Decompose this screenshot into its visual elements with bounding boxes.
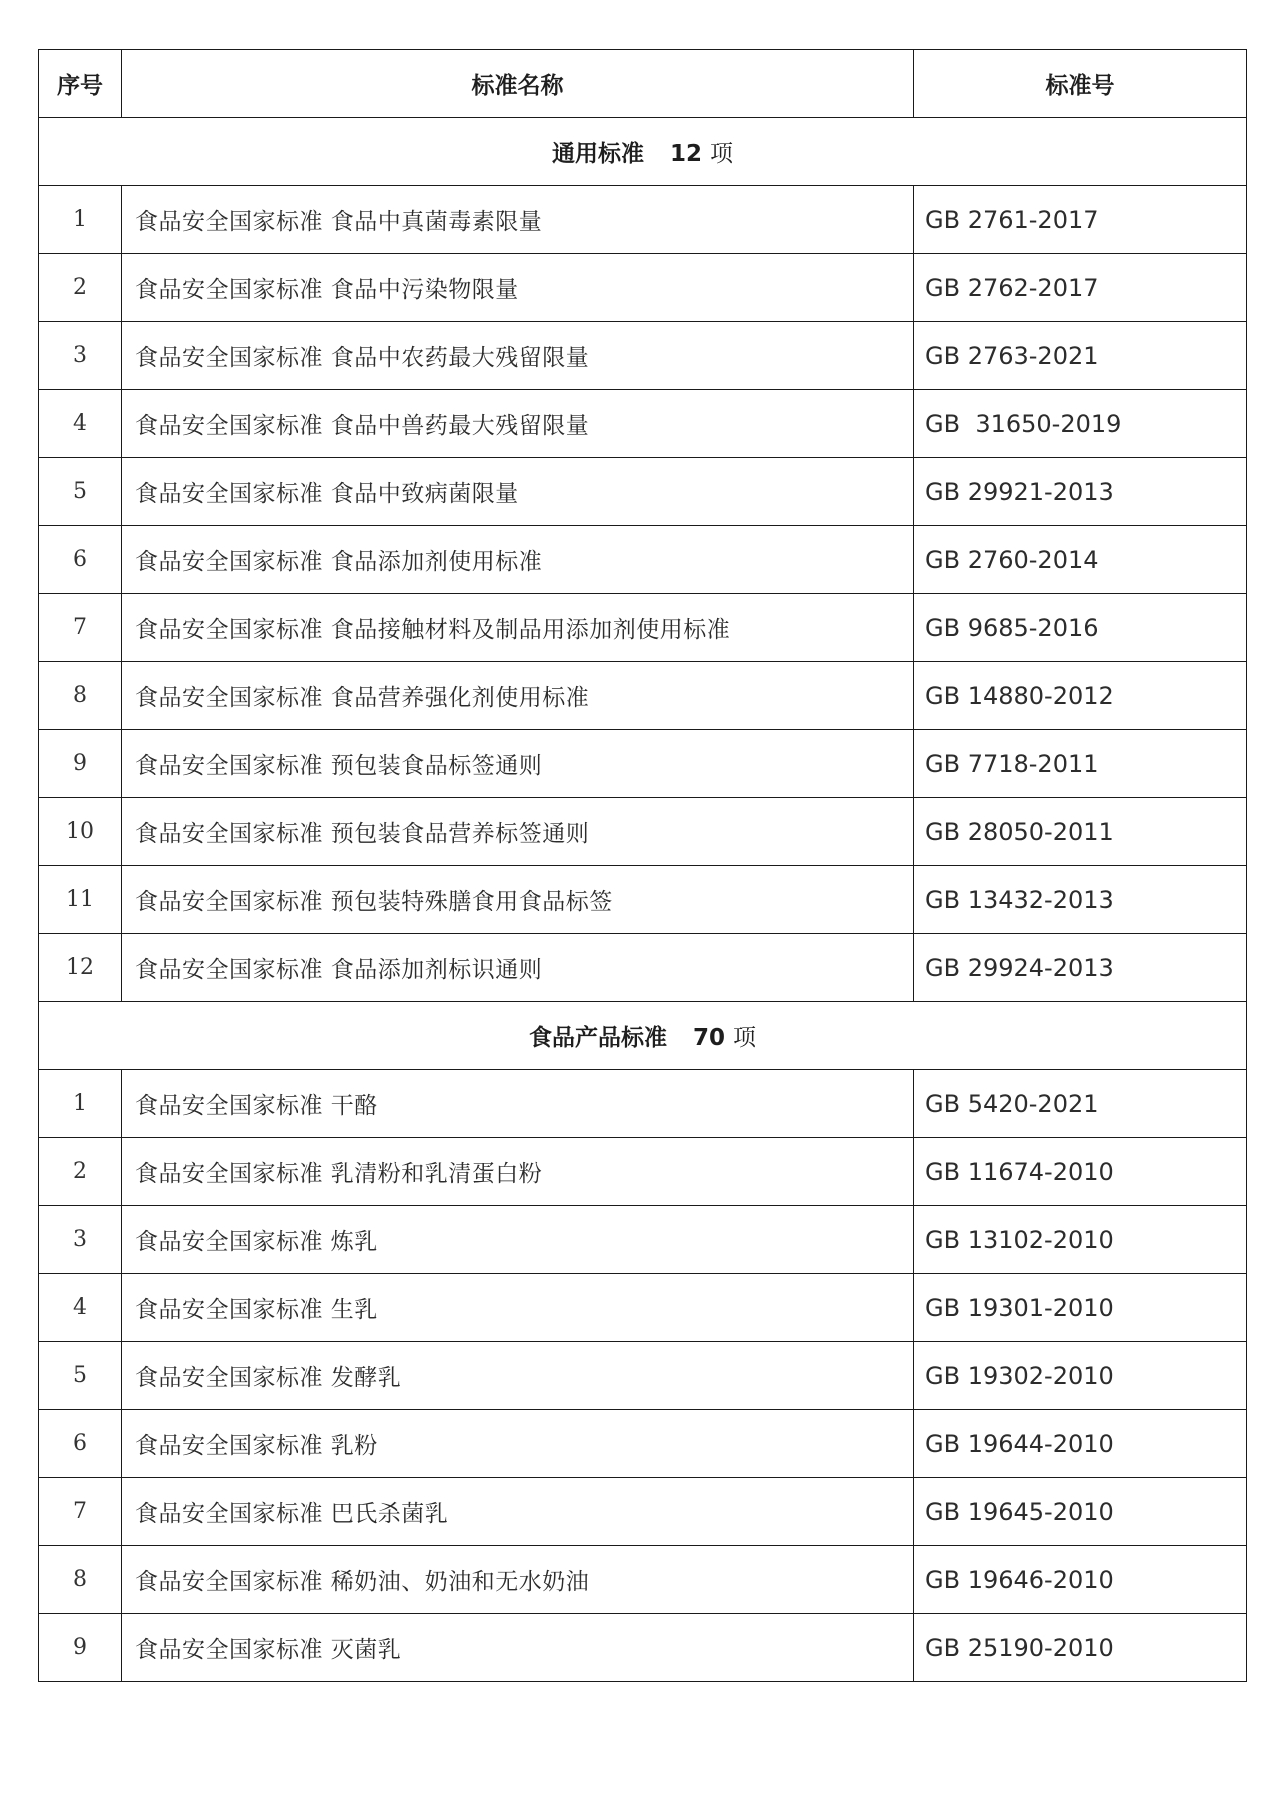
header-no: 序号 <box>39 50 122 118</box>
row-number: 9 <box>39 730 122 798</box>
standard-name: 食品安全国家标准 食品营养强化剂使用标准 <box>122 662 914 730</box>
table-row <box>39 1614 1247 1682</box>
section-count: 70 <box>692 1025 725 1051</box>
row-number: 10 <box>39 798 122 866</box>
standard-name: 食品安全国家标准 干酪 <box>122 1070 914 1138</box>
row-number: 9 <box>39 1614 122 1682</box>
section-title: 通用标准 <box>551 141 644 167</box>
row-number: 6 <box>39 526 122 594</box>
standard-code: GB 31650-2019 <box>914 390 1247 458</box>
standard-name: 食品安全国家标准 食品中兽药最大残留限量 <box>122 390 914 458</box>
table-row <box>39 934 1247 1002</box>
row-number: 5 <box>39 1342 122 1410</box>
table-row <box>39 254 1247 322</box>
row-number: 1 <box>39 186 122 254</box>
standard-code: GB 7718-2011 <box>914 730 1247 798</box>
section-count: 12 <box>669 141 702 167</box>
header-code: 标准号 <box>914 50 1247 118</box>
table-row <box>39 662 1247 730</box>
row-number: 1 <box>39 1070 122 1138</box>
row-number: 4 <box>39 390 122 458</box>
table-row <box>39 1478 1247 1546</box>
table-row <box>39 1546 1247 1614</box>
table-row <box>39 186 1247 254</box>
standard-code: GB 2761-2017 <box>914 186 1247 254</box>
standard-name: 食品安全国家标准 灭菌乳 <box>122 1614 914 1682</box>
section-unit: 项 <box>733 1025 756 1051</box>
standard-code: GB 13102-2010 <box>914 1206 1247 1274</box>
row-number: 2 <box>39 1138 122 1206</box>
section-row <box>39 118 1247 186</box>
row-number: 11 <box>39 866 122 934</box>
header-row <box>39 50 1247 118</box>
standard-code: GB 19644-2010 <box>914 1410 1247 1478</box>
standard-name: 食品安全国家标准 炼乳 <box>122 1206 914 1274</box>
standard-code: GB 19646-2010 <box>914 1546 1247 1614</box>
standard-code: GB 29921-2013 <box>914 458 1247 526</box>
standard-code: GB 14880-2012 <box>914 662 1247 730</box>
standard-name: 食品安全国家标准 食品中真菌毒素限量 <box>122 186 914 254</box>
standard-name: 食品安全国家标准 稀奶油、奶油和无水奶油 <box>122 1546 914 1614</box>
standard-name: 食品安全国家标准 乳粉 <box>122 1410 914 1478</box>
standard-name: 食品安全国家标准 发酵乳 <box>122 1342 914 1410</box>
row-number: 6 <box>39 1410 122 1478</box>
standard-name: 食品安全国家标准 预包装食品营养标签通则 <box>122 798 914 866</box>
standard-name: 食品安全国家标准 预包装特殊膳食用食品标签 <box>122 866 914 934</box>
standard-code: GB 25190-2010 <box>914 1614 1247 1682</box>
standard-code: GB 19645-2010 <box>914 1478 1247 1546</box>
standard-name: 食品安全国家标准 食品中致病菌限量 <box>122 458 914 526</box>
row-number: 7 <box>39 1478 122 1546</box>
standard-code: GB 11674-2010 <box>914 1138 1247 1206</box>
section-title: 食品产品标准 <box>528 1025 667 1051</box>
standard-code: GB 13432-2013 <box>914 866 1247 934</box>
standard-code: GB 19301-2010 <box>914 1274 1247 1342</box>
table-row <box>39 1138 1247 1206</box>
standard-name: 食品安全国家标准 食品添加剂使用标准 <box>122 526 914 594</box>
standard-code: GB 29924-2013 <box>914 934 1247 1002</box>
header-name: 标准名称 <box>122 50 914 118</box>
section-row <box>39 1002 1247 1070</box>
table-row <box>39 458 1247 526</box>
row-number: 3 <box>39 322 122 390</box>
table-row <box>39 866 1247 934</box>
row-number: 8 <box>39 1546 122 1614</box>
table-row <box>39 1274 1247 1342</box>
standard-code: GB 28050-2011 <box>914 798 1247 866</box>
standard-code: GB 2760-2014 <box>914 526 1247 594</box>
section-heading <box>39 118 1247 186</box>
table-row <box>39 1342 1247 1410</box>
row-number: 8 <box>39 662 122 730</box>
standard-code: GB 2763-2021 <box>914 322 1247 390</box>
standard-name: 食品安全国家标准 乳清粉和乳清蛋白粉 <box>122 1138 914 1206</box>
table-header <box>39 50 1247 118</box>
row-number: 5 <box>39 458 122 526</box>
row-number: 7 <box>39 594 122 662</box>
table-row <box>39 1206 1247 1274</box>
table-row <box>39 1410 1247 1478</box>
standard-name: 食品安全国家标准 食品接触材料及制品用添加剂使用标准 <box>122 594 914 662</box>
standard-code: GB 19302-2010 <box>914 1342 1247 1410</box>
standard-code: GB 9685-2016 <box>914 594 1247 662</box>
standard-name: 食品安全国家标准 生乳 <box>122 1274 914 1342</box>
table-row <box>39 390 1247 458</box>
table-row <box>39 730 1247 798</box>
table-row <box>39 798 1247 866</box>
standard-name: 食品安全国家标准 食品中污染物限量 <box>122 254 914 322</box>
standard-name: 食品安全国家标准 巴氏杀菌乳 <box>122 1478 914 1546</box>
table-row <box>39 526 1247 594</box>
standard-code: GB 5420-2021 <box>914 1070 1247 1138</box>
standard-name: 食品安全国家标准 预包装食品标签通则 <box>122 730 914 798</box>
table-row <box>39 1070 1247 1138</box>
standard-code: GB 2762-2017 <box>914 254 1247 322</box>
standard-name: 食品安全国家标准 食品添加剂标识通则 <box>122 934 914 1002</box>
section-unit: 项 <box>710 141 733 167</box>
standard-name: 食品安全国家标准 食品中农药最大残留限量 <box>122 322 914 390</box>
row-number: 4 <box>39 1274 122 1342</box>
table-row <box>39 322 1247 390</box>
row-number: 12 <box>39 934 122 1002</box>
section-heading <box>39 1002 1247 1070</box>
row-number: 3 <box>39 1206 122 1274</box>
table-row <box>39 594 1247 662</box>
standards-table <box>38 49 1247 1682</box>
table-body <box>39 118 1247 1682</box>
row-number: 2 <box>39 254 122 322</box>
